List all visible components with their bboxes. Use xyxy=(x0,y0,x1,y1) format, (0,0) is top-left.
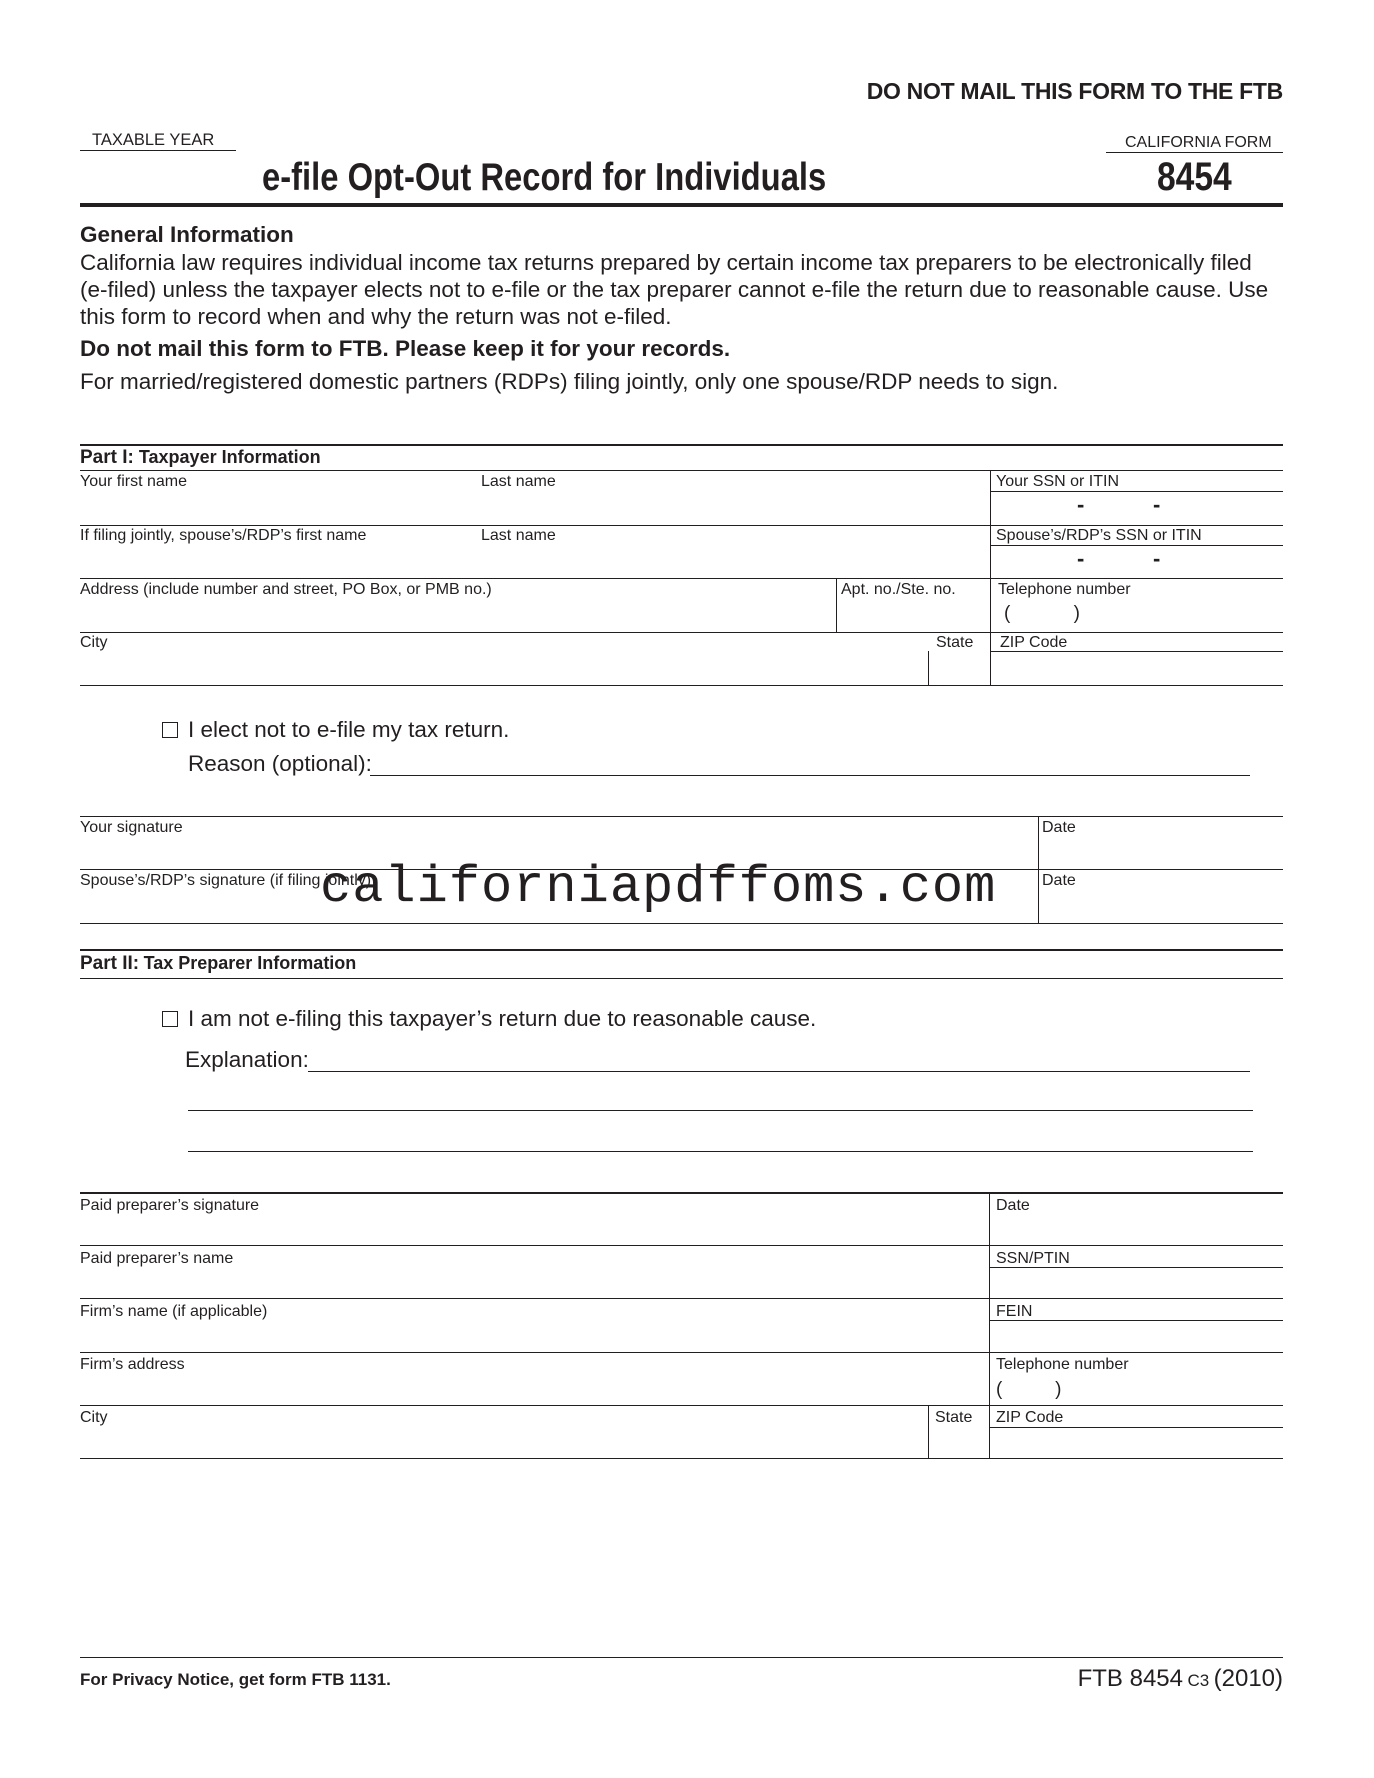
footer-form-id xyxy=(1078,1665,1283,1693)
signature-top-rule xyxy=(80,816,1283,817)
privacy-notice: For Privacy Notice, get form FTB 1131. xyxy=(80,1670,391,1689)
footer-form-code: C3 xyxy=(1187,1671,1210,1690)
preparer-row5-rule xyxy=(80,1458,1283,1459)
preparer-top-rule xyxy=(80,1192,1283,1194)
preparer-date-field[interactable] xyxy=(991,1215,1283,1245)
preparer-row4-rule xyxy=(80,1405,1283,1406)
zip-field[interactable] xyxy=(991,652,1283,685)
signature-bottom-rule xyxy=(80,923,1283,924)
spouse-last-name-field[interactable] xyxy=(481,545,989,578)
spouse-signature-date-field[interactable] xyxy=(1040,891,1283,922)
your-signature-label: Your signature xyxy=(80,819,183,836)
preparer-telephone-label: Telephone number xyxy=(996,1356,1129,1373)
joint-filing-note: For married/registered domestic partners (RDPs) filing jointly, only one spouse/RDP needs to sign. xyxy=(80,369,1059,394)
ssn-ptin-label: SSN/PTIN xyxy=(996,1250,1070,1267)
do-not-mail-notice: DO NOT MAIL THIS FORM TO THE FTB xyxy=(866,78,1283,104)
elect-not-efile-checkbox[interactable] xyxy=(162,722,178,738)
header-rule xyxy=(80,203,1283,207)
zip-label: ZIP Code xyxy=(1000,634,1068,651)
preparer-name-field[interactable] xyxy=(80,1268,988,1298)
part1-heading xyxy=(80,447,321,469)
taxable-year-label: TAXABLE YEAR xyxy=(92,131,215,149)
preparer-city-state-divider xyxy=(928,1405,929,1459)
row3-rule xyxy=(80,632,1283,633)
firm-name-field[interactable] xyxy=(80,1321,988,1351)
ssn-dash-2: - xyxy=(1153,492,1161,517)
preparer-telephone-parens: ( ) xyxy=(996,1379,1062,1400)
footer-form-year: (2010) xyxy=(1213,1665,1283,1692)
california-form-label: CALIFORNIA FORM xyxy=(1125,134,1272,151)
part1-right-divider xyxy=(990,470,991,685)
general-body: California law requires individual income tax returns prepared by certain income tax preparers to be electronically filed (e-filed) unless the taxpayer elects not to e-file or the tax preparer cannot e-file the return due to reasonable cause. Use this form to record when and why the return was not e-filed. xyxy=(80,250,1269,329)
form-number: 8454 xyxy=(1157,155,1232,199)
last-name-field[interactable] xyxy=(481,491,989,525)
telephone-field[interactable] xyxy=(991,599,1283,631)
reasonable-cause-text: I am not e-filing this taxpayer’s return due to reasonable cause. xyxy=(188,1006,817,1031)
reason-input[interactable] xyxy=(370,751,1250,776)
firm-name-label: Firm’s name (if applicable) xyxy=(80,1303,268,1320)
city-state-divider xyxy=(928,651,929,686)
keep-records-note: Do not mail this form to FTB. Please keep it for your records. xyxy=(80,336,731,361)
spouse-ssn-label: Spouse’s/RDP’s SSN or ITIN xyxy=(996,527,1202,544)
explanation-label: Explanation: xyxy=(185,1047,309,1072)
ssn-field[interactable] xyxy=(991,492,1283,525)
form-label-line xyxy=(1106,152,1283,153)
preparer-date-label: Date xyxy=(996,1197,1030,1214)
preparer-right-divider xyxy=(989,1193,990,1459)
spouse-signature-label: Spouse’s/RDP’s signature (if filing jointly) xyxy=(80,872,372,889)
first-name-field[interactable] xyxy=(80,491,480,525)
footer-form-name: FTB 8454 xyxy=(1077,1665,1183,1692)
fein-label: FEIN xyxy=(996,1303,1033,1320)
part1-heading-rule xyxy=(80,470,1283,471)
spouse-ssn-field[interactable] xyxy=(991,546,1283,578)
last-name-label: Last name xyxy=(481,473,556,490)
part2-heading xyxy=(80,953,356,975)
first-name-label: Your first name xyxy=(80,473,188,490)
spouse-ssn-dash-2: - xyxy=(1153,546,1161,571)
watermark: californiapdffoms.com xyxy=(320,858,997,917)
spouse-ssn-dash-1: - xyxy=(1077,546,1085,571)
elect-not-efile-text: I elect not to e-file my tax return. xyxy=(188,717,510,742)
preparer-signature-field[interactable] xyxy=(80,1215,988,1245)
part2-top-rule xyxy=(80,949,1283,951)
part1-label: Part I: xyxy=(80,447,134,468)
row2-rule xyxy=(80,578,1283,579)
explanation-input-2[interactable] xyxy=(188,1088,1253,1111)
preparer-city-field[interactable] xyxy=(80,1427,926,1458)
preparer-row1-rule xyxy=(80,1245,1283,1246)
spouse-first-name-label: If filing jointly, spouse’s/RDP’s first name xyxy=(80,527,367,544)
state-label: State xyxy=(936,634,974,651)
address-field[interactable] xyxy=(80,599,835,631)
form-title: e-file Opt-Out Record for Individuals xyxy=(262,156,827,199)
telephone-parens: ( ) xyxy=(1004,603,1080,624)
preparer-zip-label: ZIP Code xyxy=(996,1409,1064,1426)
preparer-row3-rule xyxy=(80,1352,1283,1353)
preparer-row2-rule xyxy=(80,1298,1283,1299)
apt-field[interactable] xyxy=(837,599,989,631)
reasonable-cause-checkbox[interactable] xyxy=(162,1011,178,1027)
telephone-label: Telephone number xyxy=(998,581,1131,598)
preparer-state-field[interactable] xyxy=(929,1427,988,1458)
address-apt-divider xyxy=(836,578,837,632)
signature-date-label: Date xyxy=(1042,819,1076,836)
signature-date-divider xyxy=(1038,816,1039,923)
preparer-zip-field[interactable] xyxy=(991,1428,1283,1458)
firm-address-field[interactable] xyxy=(80,1374,988,1405)
explanation-input-1[interactable] xyxy=(308,1047,1250,1072)
explanation-input-3[interactable] xyxy=(188,1129,1253,1152)
ssn-dash-1: - xyxy=(1077,492,1085,517)
taxable-year-line xyxy=(80,150,236,151)
general-heading: General Information xyxy=(80,222,294,247)
city-field[interactable] xyxy=(80,652,926,685)
preparer-city-label: City xyxy=(80,1409,108,1426)
signature-date-field[interactable] xyxy=(1040,838,1283,869)
part1-title: Taxpayer Information xyxy=(138,447,321,467)
firm-address-label: Firm’s address xyxy=(80,1356,185,1373)
row1-rule xyxy=(80,525,1283,526)
state-field[interactable] xyxy=(929,652,989,685)
reason-label: Reason (optional): xyxy=(188,751,372,776)
ssn-ptin-field[interactable] xyxy=(991,1268,1283,1298)
row4-rule xyxy=(80,685,1283,686)
preparer-name-label: Paid preparer’s name xyxy=(80,1250,234,1267)
city-label: City xyxy=(80,634,108,651)
part2-title: Tax Preparer Information xyxy=(143,953,357,973)
ssn-label: Your SSN or ITIN xyxy=(996,473,1120,490)
spouse-signature-date-label: Date xyxy=(1042,872,1076,889)
footer-rule xyxy=(80,1657,1283,1658)
fein-field[interactable] xyxy=(991,1321,1283,1351)
part2-label: Part II: xyxy=(80,953,140,974)
spouse-last-name-label: Last name xyxy=(481,527,556,544)
part2-heading-rule xyxy=(80,978,1283,979)
part1-top-rule xyxy=(80,444,1283,446)
address-label: Address (include number and street, PO Box, or PMB no.) xyxy=(80,581,492,598)
spouse-first-name-field[interactable] xyxy=(80,545,480,578)
preparer-telephone-field[interactable] xyxy=(991,1374,1283,1405)
preparer-signature-label: Paid preparer’s signature xyxy=(80,1197,260,1214)
preparer-state-label: State xyxy=(935,1409,973,1426)
apt-label: Apt. no./Ste. no. xyxy=(841,581,956,598)
